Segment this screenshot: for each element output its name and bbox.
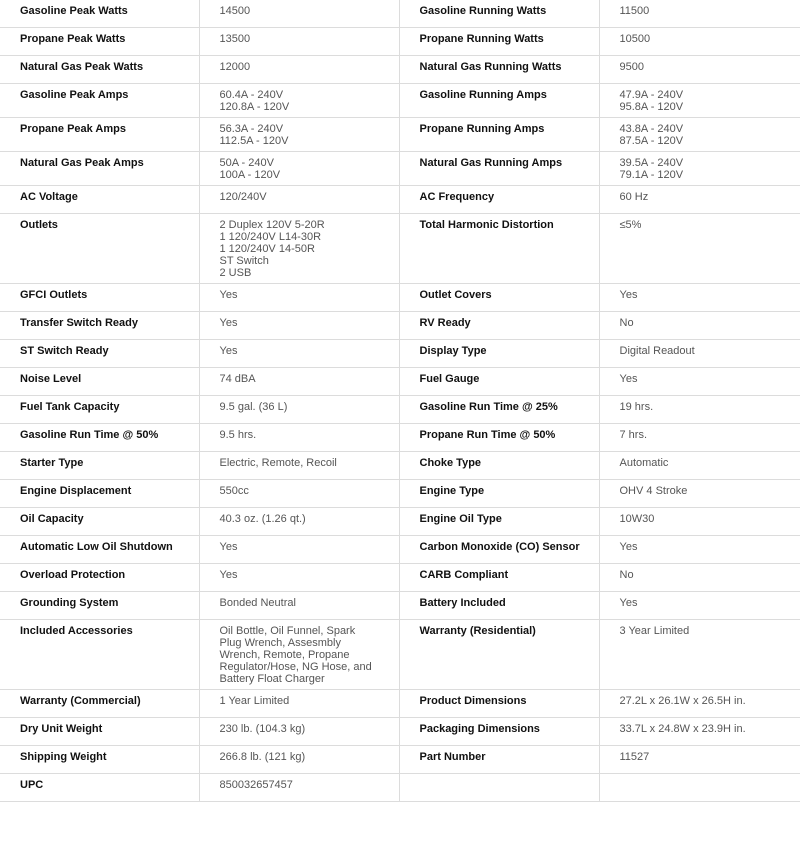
spec-row bbox=[0, 214, 800, 284]
spec-label: Warranty (Commercial) bbox=[0, 690, 199, 718]
spec-label: Carbon Monoxide (CO) Sensor bbox=[399, 536, 599, 564]
spec-row bbox=[0, 152, 800, 186]
spec-value: 12000 bbox=[199, 56, 399, 84]
spec-row bbox=[0, 718, 800, 746]
spec-value: 230 lb. (104.3 kg) bbox=[199, 718, 399, 746]
spec-value: 74 dBA bbox=[199, 368, 399, 396]
spec-value: Digital Readout bbox=[599, 340, 800, 368]
spec-label: Gasoline Running Amps bbox=[399, 84, 599, 118]
spec-value: Yes bbox=[599, 536, 800, 564]
spec-label: Natural Gas Running Amps bbox=[399, 152, 599, 186]
spec-label: Engine Oil Type bbox=[399, 508, 599, 536]
spec-value bbox=[599, 774, 800, 802]
spec-label: Part Number bbox=[399, 746, 599, 774]
spec-row bbox=[0, 28, 800, 56]
spec-row bbox=[0, 480, 800, 508]
spec-label: Propane Running Watts bbox=[399, 28, 599, 56]
spec-value: No bbox=[599, 312, 800, 340]
spec-label: CARB Compliant bbox=[399, 564, 599, 592]
spec-value: 11500 bbox=[599, 0, 800, 28]
spec-label: Propane Peak Amps bbox=[0, 118, 199, 152]
spec-label: Included Accessories bbox=[0, 620, 199, 690]
spec-label: Choke Type bbox=[399, 452, 599, 480]
spec-row bbox=[0, 746, 800, 774]
spec-label: Natural Gas Peak Amps bbox=[0, 152, 199, 186]
spec-value: 47.9A - 240V 95.8A - 120V bbox=[599, 84, 800, 118]
spec-label: AC Voltage bbox=[0, 186, 199, 214]
spec-label: Natural Gas Running Watts bbox=[399, 56, 599, 84]
spec-value: Yes bbox=[599, 368, 800, 396]
spec-label: Overload Protection bbox=[0, 564, 199, 592]
spec-label: Display Type bbox=[399, 340, 599, 368]
spec-label: Outlets bbox=[0, 214, 199, 284]
spec-value: 56.3A - 240V 112.5A - 120V bbox=[199, 118, 399, 152]
spec-value: 1 Year Limited bbox=[199, 690, 399, 718]
spec-row bbox=[0, 340, 800, 368]
spec-value: 266.8 lb. (121 kg) bbox=[199, 746, 399, 774]
spec-row bbox=[0, 564, 800, 592]
spec-label: Grounding System bbox=[0, 592, 199, 620]
spec-label: Dry Unit Weight bbox=[0, 718, 199, 746]
spec-value: 2 Duplex 120V 5-20R 1 120/240V L14-30R 1 120/240V 14-50R ST Switch 2 USB bbox=[199, 214, 399, 284]
spec-value: 9.5 hrs. bbox=[199, 424, 399, 452]
spec-value: Yes bbox=[199, 564, 399, 592]
spec-label: Engine Type bbox=[399, 480, 599, 508]
spec-label: Outlet Covers bbox=[399, 284, 599, 312]
spec-label: Transfer Switch Ready bbox=[0, 312, 199, 340]
spec-value: 60.4A - 240V 120.8A - 120V bbox=[199, 84, 399, 118]
spec-value: 850032657457 bbox=[199, 774, 399, 802]
spec-value: ≤5% bbox=[599, 214, 800, 284]
spec-value: 60 Hz bbox=[599, 186, 800, 214]
spec-value: 43.8A - 240V 87.5A - 120V bbox=[599, 118, 800, 152]
spec-row bbox=[0, 536, 800, 564]
spec-value: 40.3 oz. (1.26 qt.) bbox=[199, 508, 399, 536]
spec-value: 10W30 bbox=[599, 508, 800, 536]
spec-label: Battery Included bbox=[399, 592, 599, 620]
spec-label: Gasoline Run Time @ 50% bbox=[0, 424, 199, 452]
spec-value: No bbox=[599, 564, 800, 592]
spec-label: UPC bbox=[0, 774, 199, 802]
spec-value: Yes bbox=[599, 284, 800, 312]
spec-value: 9500 bbox=[599, 56, 800, 84]
spec-row bbox=[0, 396, 800, 424]
spec-value: Bonded Neutral bbox=[199, 592, 399, 620]
spec-value: 33.7L x 24.8W x 23.9H in. bbox=[599, 718, 800, 746]
spec-label: AC Frequency bbox=[399, 186, 599, 214]
spec-row bbox=[0, 0, 800, 28]
spec-value: Yes bbox=[599, 592, 800, 620]
spec-label: ST Switch Ready bbox=[0, 340, 199, 368]
spec-label: Propane Peak Watts bbox=[0, 28, 199, 56]
spec-value: 10500 bbox=[599, 28, 800, 56]
spec-label: Propane Run Time @ 50% bbox=[399, 424, 599, 452]
spec-row bbox=[0, 118, 800, 152]
spec-value: OHV 4 Stroke bbox=[599, 480, 800, 508]
spec-value: 50A - 240V 100A - 120V bbox=[199, 152, 399, 186]
spec-value: Yes bbox=[199, 340, 399, 368]
spec-label: Propane Running Amps bbox=[399, 118, 599, 152]
spec-row bbox=[0, 620, 800, 690]
spec-row bbox=[0, 368, 800, 396]
spec-value: 9.5 gal. (36 L) bbox=[199, 396, 399, 424]
spec-label: Noise Level bbox=[0, 368, 199, 396]
spec-row bbox=[0, 452, 800, 480]
spec-label: Starter Type bbox=[0, 452, 199, 480]
spec-label: Total Harmonic Distortion bbox=[399, 214, 599, 284]
spec-value: 39.5A - 240V 79.1A - 120V bbox=[599, 152, 800, 186]
spec-value: Electric, Remote, Recoil bbox=[199, 452, 399, 480]
spec-label: Gasoline Run Time @ 25% bbox=[399, 396, 599, 424]
spec-label: Warranty (Residential) bbox=[399, 620, 599, 690]
spec-label: Natural Gas Peak Watts bbox=[0, 56, 199, 84]
spec-row bbox=[0, 56, 800, 84]
spec-row bbox=[0, 186, 800, 214]
spec-label: GFCI Outlets bbox=[0, 284, 199, 312]
spec-row bbox=[0, 774, 800, 802]
spec-value: 14500 bbox=[199, 0, 399, 28]
spec-value: 13500 bbox=[199, 28, 399, 56]
spec-value: 120/240V bbox=[199, 186, 399, 214]
spec-value: Yes bbox=[199, 312, 399, 340]
spec-value: 3 Year Limited bbox=[599, 620, 800, 690]
spec-label: RV Ready bbox=[399, 312, 599, 340]
spec-row bbox=[0, 312, 800, 340]
spec-label: Fuel Gauge bbox=[399, 368, 599, 396]
spec-row bbox=[0, 424, 800, 452]
spec-label: Gasoline Running Watts bbox=[399, 0, 599, 28]
spec-row bbox=[0, 508, 800, 536]
spec-value: 7 hrs. bbox=[599, 424, 800, 452]
spec-label: Gasoline Peak Watts bbox=[0, 0, 199, 28]
spec-label: Shipping Weight bbox=[0, 746, 199, 774]
spec-row bbox=[0, 284, 800, 312]
spec-label: Fuel Tank Capacity bbox=[0, 396, 199, 424]
spec-value: 19 hrs. bbox=[599, 396, 800, 424]
spec-value: 27.2L x 26.1W x 26.5H in. bbox=[599, 690, 800, 718]
spec-row bbox=[0, 690, 800, 718]
spec-label: Oil Capacity bbox=[0, 508, 199, 536]
spec-label: Gasoline Peak Amps bbox=[0, 84, 199, 118]
spec-label: Engine Displacement bbox=[0, 480, 199, 508]
spec-value: Oil Bottle, Oil Funnel, Spark Plug Wrench, Assesmbly Wrench, Remote, Propane Regulator/Hose, NG Hose, and Battery Float Charger bbox=[199, 620, 399, 690]
spec-value: Yes bbox=[199, 284, 399, 312]
spec-value: 550cc bbox=[199, 480, 399, 508]
spec-value: Automatic bbox=[599, 452, 800, 480]
spec-label: Product Dimensions bbox=[399, 690, 599, 718]
spec-value: 11527 bbox=[599, 746, 800, 774]
spec-label: Packaging Dimensions bbox=[399, 718, 599, 746]
spec-label: Automatic Low Oil Shutdown bbox=[0, 536, 199, 564]
spec-row bbox=[0, 592, 800, 620]
spec-label bbox=[399, 774, 599, 802]
spec-value: Yes bbox=[199, 536, 399, 564]
spec-row bbox=[0, 84, 800, 118]
